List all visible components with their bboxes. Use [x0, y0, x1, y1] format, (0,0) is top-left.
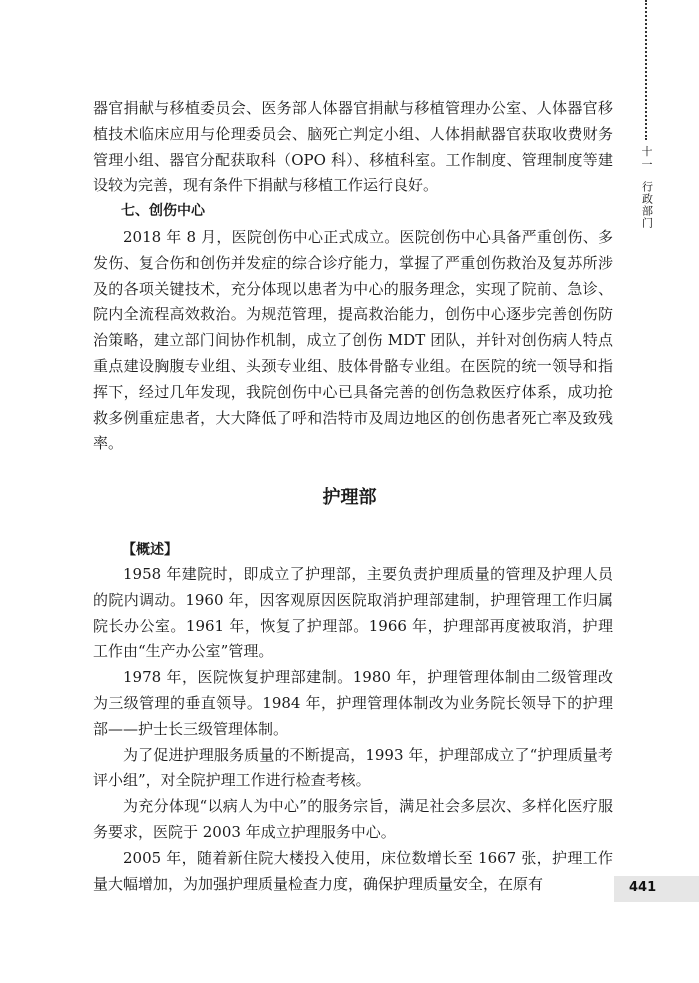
chapter-title: 护理部	[322, 487, 377, 508]
nursing-paragraph: 为充分体现“以病人为中心”的服务宗旨，满足社会多层次、多样化医疗服务要求，医院于 2003 年成立护理服务中心。	[93, 797, 613, 841]
nursing-paragraph: 1978 年，医院恢复护理部建制。1980 年，护理管理体制由二级管理改为三级管理的垂直领导。1984 年，护理管理体制改为业务院长领导下的护理部——护士长三级管理体制。	[93, 668, 613, 738]
overview-label: 【概述】	[122, 542, 178, 558]
nursing-paragraph: 1958 年建院时，即成立了护理部，主要负责护理质量的管理及护理人员的院内调动。1960 年，因客观原因医院取消护理部建制，护理管理工作归属院长办公室。1961 年，恢复了护理部。1966 年，护理部再度被取消，护理工作由“生产办公室”管理。	[93, 565, 613, 661]
side-tab-number: 十一	[641, 145, 653, 171]
side-tab-label: 行政部门	[640, 181, 654, 229]
nursing-paragraph: 2005 年，随着新住院大楼投入使用，床位数增长至 1667 张，护理工作量大幅增加，为加强护理质量检查力度，确保护理质量安全，在原有	[93, 848, 613, 893]
body-text-nursing	[93, 562, 613, 897]
body-text-top	[93, 96, 613, 457]
nursing-paragraph: 为了促进护理服务质量的不断提高，1993 年，护理部成立了“护理质量考评小组”，对全院护理工作进行检查考核。	[93, 745, 613, 790]
page-number: 441	[629, 880, 657, 895]
page-number-tab	[614, 876, 699, 902]
section-heading: 七、创伤中心	[121, 203, 205, 220]
trauma-paragraph: 2018 年 8 月，医院创伤中心正式成立。医院创伤中心具备严重创伤、多发伤、复合伤和创伤并发症的综合诊疗能力，掌握了严重创伤救治及复苏所涉及的各项关键技术，充分体现以患者为中心的服务理念，实现了院前、急诊、院内全流程高效救治。为规范管理，提高救治能力，创伤中心逐步完善创伤防治策略，建立部门间协作机制，成立了创伤 MDT 团队，并针对创伤病人特点重点建设胸腹专业组、头颈专业组、肢体骨骼专业组。在医院的统一领导和指挥下，经过几年发现，我院创伤中心已具备完善的创伤急救医疗体系，成功抢救多例重症患者，大大降低了呼和浩特市及周边地区的创伤患者死亡率及致残率。	[93, 227, 613, 453]
chapter-side-tab	[640, 145, 654, 232]
side-dotted-rule	[645, 0, 647, 140]
top-paragraph: 器官捐献与移植委员会、医务部人体器官捐献与移植管理办公室、人体器官移植技术临床应用与伦理委员会、脑死亡判定小组、人体捐献器官获取收费财务管理小组、器官分配获取科（OPO 科）、移植科室。工作制度、管理制度等建设较为完善，现有条件下捐献与移植工作运行良好。	[93, 99, 613, 195]
